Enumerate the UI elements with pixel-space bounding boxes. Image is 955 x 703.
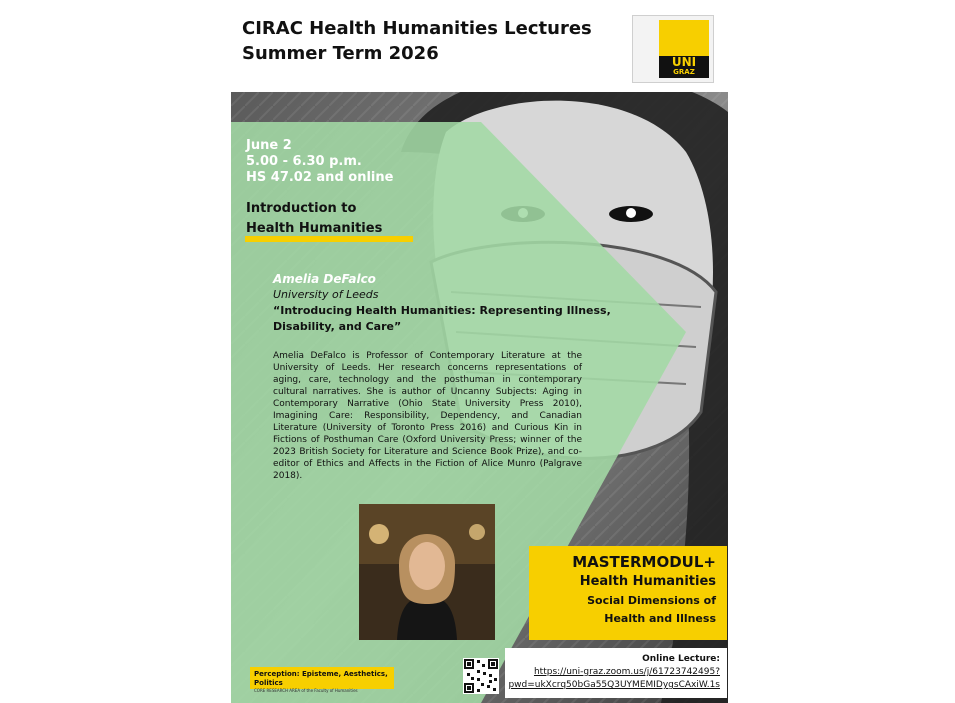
lecture-title: [246, 199, 382, 239]
module-title: MASTERMODUL+: [572, 553, 716, 571]
event-details: [246, 138, 393, 186]
talk-title-line-2: Disability, and Care”: [273, 320, 402, 333]
lecture-title-line-2: Health Humanities: [246, 221, 383, 236]
speaker-affiliation: University of Leeds: [273, 288, 379, 301]
logo-text-uni: UNI: [671, 55, 697, 69]
module-topic-line-2: Health and Illness: [604, 612, 716, 625]
qr-code-icon: [463, 658, 499, 694]
speaker-block: [273, 271, 611, 335]
title-line-2: Summer Term 2026: [242, 43, 439, 64]
online-lecture-info: [505, 648, 727, 698]
research-area-badge: [250, 667, 394, 693]
zoom-link-line-1[interactable]: https://uni-graz.zoom.us/j/61723742495?: [533, 667, 720, 677]
title-line-1: CIRAC Health Humanities Lectures: [242, 18, 592, 39]
module-subtitle: Health Humanities: [579, 574, 716, 589]
research-area-title: Perception: Episteme, Aesthetics, Politics: [254, 670, 388, 687]
mastermodul-box: [529, 546, 727, 640]
zoom-link-line-2[interactable]: pwd=ukXcrq50bGa55Q3UYMEMIDygsCAxiW.1s: [508, 680, 720, 690]
logo-text-graz: GRAZ: [673, 68, 695, 76]
online-lecture-label: Online Lecture:: [642, 654, 720, 664]
talk-title-line-1: “Introducing Health Humanities: Representing Illness,: [273, 304, 611, 317]
speaker-name: Amelia DeFalco: [273, 272, 376, 286]
event-time: 5.00 - 6.30 p.m.: [246, 154, 362, 169]
module-topic-line-1: Social Dimensions of: [587, 594, 716, 607]
event-location: HS 47.02 and online: [246, 170, 394, 185]
uni-graz-logo: [632, 15, 714, 83]
lecture-title-line-1: Introduction to: [246, 201, 357, 216]
research-area-subtitle: CORE RESEARCH AREA of the Faculty of Humanities: [254, 688, 358, 693]
title-underline-bar: [245, 236, 413, 242]
event-date: June 2: [246, 138, 292, 153]
speaker-portrait: [359, 504, 495, 640]
poster-title: [242, 16, 592, 66]
speaker-bio: Amelia DeFalco is Professor of Contemporary Literature at the University of Leeds. Her research concerns representations of aging, care, technology and the posthuman in contemporary cultural narratives. She is author of Uncanny Subjects: Aging in Contemporary Narrative (Ohio State University Press 2010), Imagining Care: Responsibility, Dependency, and Canadian Literature (University of Toronto Press 2016) and Curious Kin in Fictions of Posthuman Care (Oxford University Press; winner of the 2023 British Society for Literature and Science Book Prize), and co-editor of Ethics and Affects in the Fiction of Alice Munro (Palgrave 2018).: [273, 351, 582, 481]
